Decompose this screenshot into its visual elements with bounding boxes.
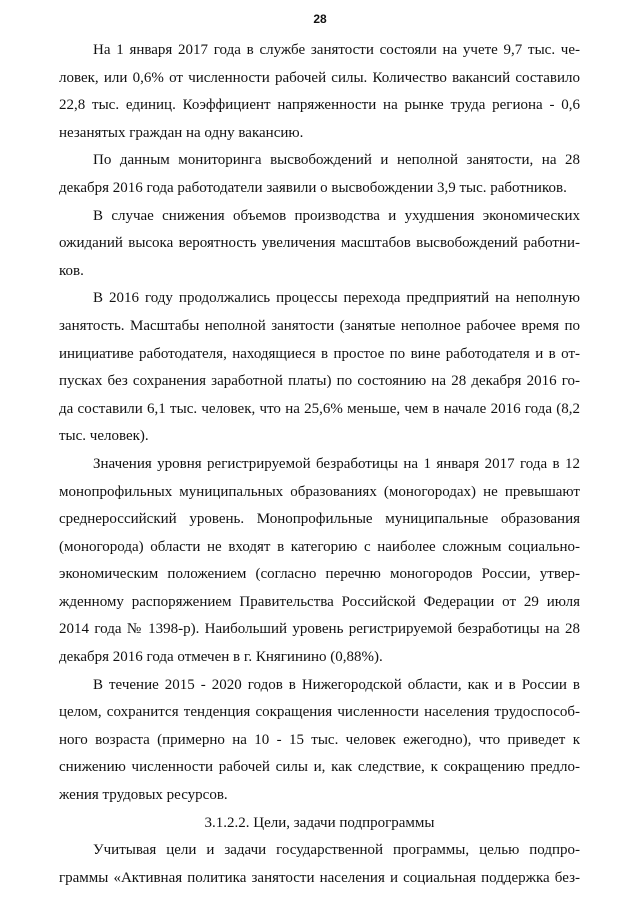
section-heading: 3.1.2.2. Цели, задачи подпрограммы	[204, 814, 435, 831]
text-line: 22,8 тыс. единиц. Коэффициент напряженности на рынке труда региона - 0,6	[59, 97, 580, 114]
text-line: В течение 2015 - 2020 годов в Нижегородской области, как и в России в	[93, 676, 580, 693]
text-line: жденному распоряжением Правительства Российской Федерации от 29 июля	[59, 593, 580, 610]
text-line: жения трудовых ресурсов.	[59, 787, 228, 804]
text-line: На 1 января 2017 года в службе занятости состояли на учете 9,7 тыс. че-	[93, 42, 580, 58]
text-line: среднероссийский уровень. Монопрофильные муниципальные образования	[59, 511, 580, 528]
text-line: 2014 года № 1398-р). Наибольший уровень регистрируемой безработицы на 28	[59, 621, 580, 638]
text-line: незанятых граждан на одну вакансию.	[59, 124, 304, 141]
text-line: По данным мониторинга высвобождений и неполной занятости, на 28	[93, 152, 580, 169]
text-line: да составили 6,1 тыс. человек, что на 25,6% меньше, чем в начале 2016 года (8,2	[59, 400, 580, 417]
text-line: Значения уровня регистрируемой безработицы на 1 января 2017 года в 12	[93, 455, 580, 472]
text-line: декабря 2016 года отмечен в г. Княгинино (0,88%).	[59, 649, 383, 666]
text-line: декабря 2016 года работодатели заявили о высвобождении 3,9 тыс. работников.	[59, 179, 567, 196]
text-line: ков.	[59, 262, 84, 279]
page-number: 28	[313, 12, 327, 26]
text-line: инициативе работодателя, находящиеся в простое по вине работодателя и в от-	[59, 345, 580, 362]
text-line: Учитывая цели и задачи государственной программы, целью подпро-	[93, 842, 580, 859]
text-line: В 2016 году продолжались процессы перехода предприятий на неполную	[93, 290, 580, 307]
text-line: ожиданий высока вероятность увеличения масштабов высвобождений работни-	[59, 235, 580, 252]
text-line: экономическим положением (согласно перечню моногородов России, утвер-	[59, 566, 580, 583]
text-line: монопрофильных муниципальных образованиях (моногородах) не превышают	[59, 483, 580, 500]
text-line: занятость. Масштабы неполной занятости (занятые неполное рабочее время по	[59, 317, 580, 334]
text-line: снижению численности рабочей силы и, как следствие, к сокращению предло-	[59, 759, 580, 776]
text-line: ловек, или 0,6% от численности рабочей силы. Количество вакансий составило	[59, 69, 580, 86]
text-line: тыс. человек).	[59, 428, 149, 445]
text-line: целом, сохранится тенденция сокращения численности населения трудоспособ-	[59, 704, 580, 721]
text-line: граммы «Активная политика занятости населения и социальная поддержка без-	[59, 869, 580, 886]
text-line: В случае снижения объемов производства и ухудшения экономических	[93, 207, 580, 224]
text-line: (моногорода) области не входят в категорию с наиболее сложным социально-	[59, 538, 580, 555]
text-line: ного возраста (примерно на 10 - 15 тыс. человек ежегодно), что приведет к	[59, 731, 580, 748]
document-body	[59, 37, 580, 892]
text-line: пусках без сохранения заработной платы) по состоянию на 28 декабря 2016 го-	[59, 373, 580, 390]
